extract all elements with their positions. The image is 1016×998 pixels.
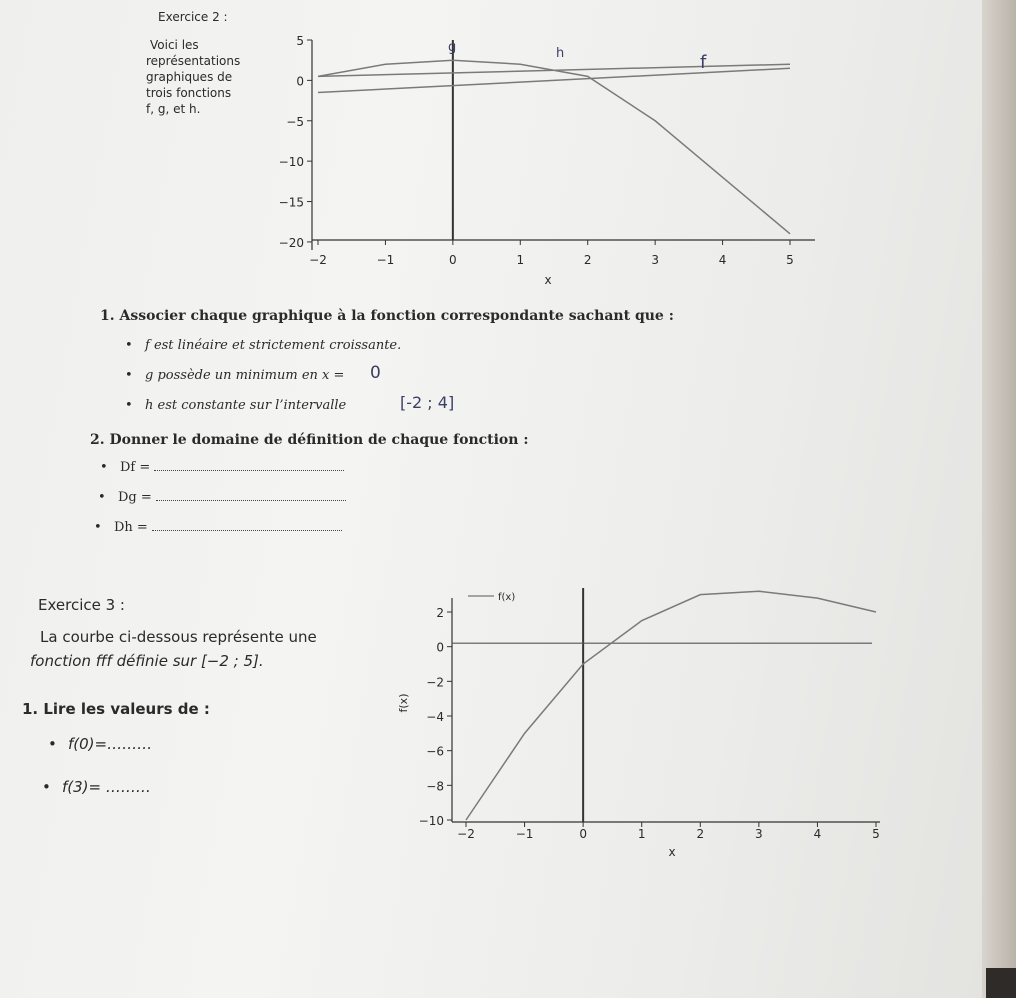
ex2-q1-item-h: • h est constante sur l’intervalle (145, 398, 346, 413)
ex3-x-tick-label: −2 (457, 827, 475, 841)
ex2-x-tick-label: −2 (309, 253, 327, 267)
ex3-q1-f3[interactable]: • f(3)= ……… (62, 778, 151, 796)
ex2-q1-title: 1. Associer chaque graphique à la fonction correspondante sachant que : (100, 308, 674, 324)
ex2-x-tick-label: 4 (718, 253, 727, 267)
ex3-y-tick-label: −2 (426, 675, 444, 690)
ex2-x-tick-label: −1 (376, 253, 395, 267)
ex3-intro-line-2: fonction fff définie sur [−2 ; 5]. (30, 652, 264, 670)
ex3-x-tick-label: 1 (637, 827, 646, 841)
ex3-y-tick-label: −6 (426, 744, 444, 759)
hand-label-g: g (448, 40, 457, 55)
ex3-q1-f0[interactable]: • f(0)=……… (68, 735, 152, 753)
ex2-intro-line-3: graphiques de (146, 70, 233, 84)
ex2-series-g (318, 60, 790, 234)
ex2-y-tick-label: −10 (278, 155, 304, 170)
ex3-y-tick-label: −4 (426, 710, 444, 724)
ex2-y-tick-label: −5 (286, 114, 304, 129)
ex2-q2-df (120, 460, 344, 475)
ex2-x-tick-label: 5 (786, 253, 794, 267)
ex3-series-f (466, 591, 876, 820)
ex3-intro-line-1: La courbe ci-dessous représente une (40, 628, 317, 646)
ex2-intro-line-4: trois fonctions (146, 86, 232, 100)
ex2-x-tick-label: 2 (583, 253, 592, 267)
hand-label-h: h (556, 46, 565, 61)
ex3-y-tick-label: −10 (418, 814, 444, 828)
ex2-x-tick-label: 3 (651, 253, 659, 267)
df-label: Df = (120, 460, 151, 475)
ex3-x-axis-label: x (668, 845, 676, 859)
ex3-title: Exercice 3 : (38, 596, 125, 614)
ex3-legend-label: f(x) (498, 592, 516, 603)
ex2-x-tick-label: 1 (516, 253, 525, 267)
hand-answer-min: 0 (370, 363, 381, 383)
ex2-intro-line-1: Voici les (150, 38, 199, 52)
ex2-intro-line-2: représentations (146, 54, 241, 68)
ex2-q1-item-g: • g possède un minimum en x = (145, 368, 344, 383)
ex3-y-tick-label: −8 (426, 779, 444, 794)
hand-answer-interval: [-2 ; 4] (400, 393, 455, 412)
dh-answer-line[interactable] (152, 530, 342, 531)
ex2-x-axis-label: x (544, 273, 552, 287)
df-answer-line[interactable] (154, 470, 344, 471)
ex3-y-tick-label: 2 (436, 606, 444, 620)
ex3-x-tick-label: 4 (813, 827, 822, 841)
ex2-title: Exercice 2 : (158, 10, 228, 24)
dh-label: Dh = (114, 520, 148, 535)
dg-label: Dg = (118, 490, 152, 505)
ex2-y-tick-label: −20 (278, 235, 304, 250)
ex3-q1-title: 1. Lire les valeurs de : (22, 700, 210, 718)
ex2-series-h (318, 64, 790, 76)
ex2-y-tick-label: −15 (278, 195, 304, 210)
dg-answer-line[interactable] (156, 500, 346, 501)
ex2-q2-title: 2. Donner le domaine de définition de chaque fonction : (90, 432, 529, 448)
ex2-y-tick-label: 0 (296, 74, 304, 89)
ex2-q1-item-f: • f est linéaire et strictement croissante. (145, 338, 401, 353)
ex3-y-axis-label: f(x) (397, 693, 410, 713)
hand-label-f: f (700, 52, 707, 73)
ex3-x-tick-label: 0 (579, 827, 587, 841)
ex2-series-f (318, 68, 790, 92)
ex2-q2-dg (118, 490, 346, 505)
ex3-x-tick-label: 3 (755, 827, 763, 841)
ex2-q2-dh (114, 520, 342, 535)
ex2-x-tick-label: 0 (449, 253, 457, 267)
ex3-x-tick-label: 2 (696, 827, 705, 841)
ex3-y-tick-label: 0 (436, 640, 444, 655)
ex2-y-tick-label: 5 (296, 34, 304, 48)
ex3-x-tick-label: −1 (515, 827, 534, 841)
ex2-intro-line-5: f, g, et h. (146, 102, 201, 116)
ex3-x-tick-label: 5 (872, 827, 880, 841)
